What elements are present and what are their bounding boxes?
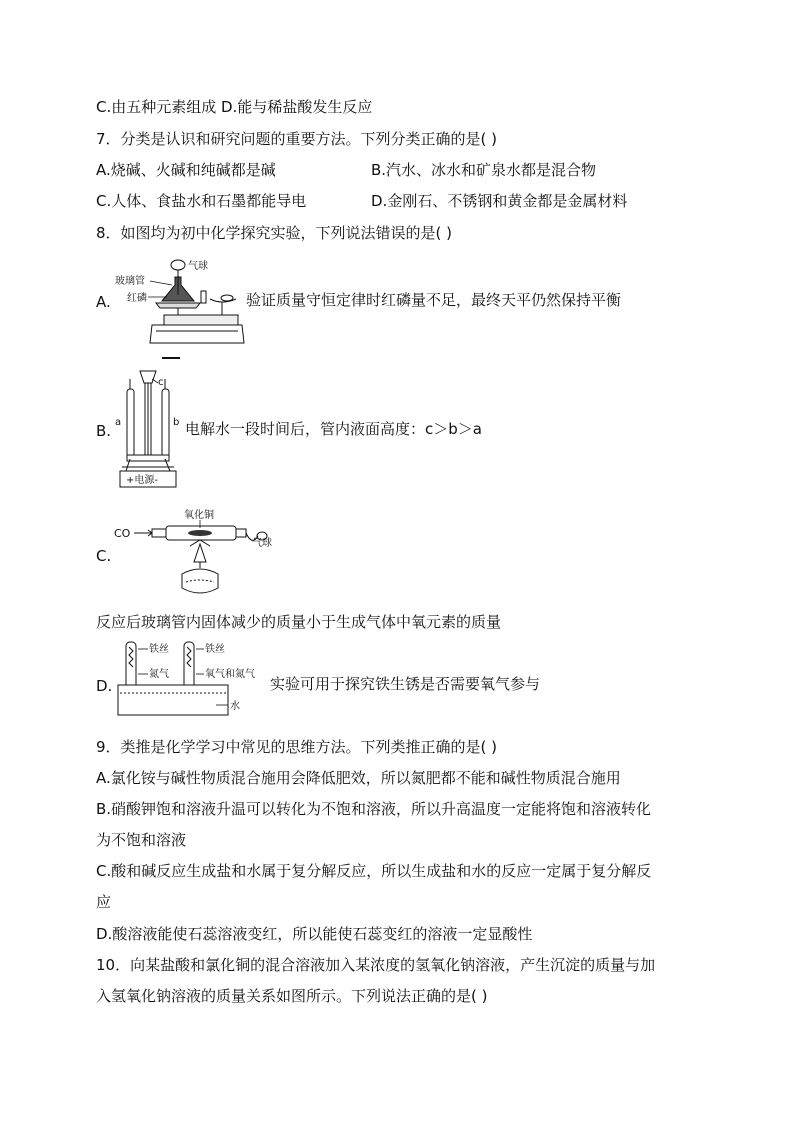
label-co: CO — [114, 527, 131, 540]
label-iron-wire-2: 铁丝 — [205, 644, 225, 655]
label-glass-tube: 玻璃管 — [115, 276, 145, 287]
q8-option-d-letter: D. — [96, 677, 113, 695]
q7-stem: 7．分类是认识和研究问题的重要方法。下列分类正确的是( ) — [96, 130, 498, 148]
q8-option-d-text: 实验可用于探究铁生锈是否需要氧气参与 — [270, 675, 541, 693]
q7-option-c: C.人体、食盐水和石墨都能导电 — [96, 192, 307, 210]
iron-rust-figure — [116, 637, 276, 722]
electrolysis-diagram — [112, 367, 187, 497]
label-a: a — [115, 417, 122, 428]
q8-option-b-letter: B. — [96, 422, 112, 440]
q10-stem-line2: 入氢氧化钠溶液的质量关系如图所示。下列说法正确的是( ) — [96, 987, 488, 1005]
label-nitrogen: 氮气 — [149, 669, 169, 680]
label-c: c — [158, 377, 164, 388]
q9-option-b-line1: B.硝酸钾饱和溶液升温可以转化为不饱和溶液，所以升高温度一定能将饱和溶液转化 — [96, 800, 652, 818]
q10-stem-line1: 10．向某盐酸和氯化铜的混合溶液加入某浓度的氢氧化钠溶液，产生沉淀的质量与加 — [96, 956, 656, 974]
q7-option-b: B.汽水、冰水和矿泉水都是混合物 — [371, 161, 597, 179]
label-iron-wire-1: 铁丝 — [149, 644, 169, 655]
balance-figure — [112, 255, 247, 365]
q6-option-cd: C.由五种元素组成 D.能与稀盐酸发生反应 — [96, 98, 373, 116]
q9-option-a: A.氯化铵与碱性物质混合施用会降低肥效，所以氮肥都不能和碱性物质混合施用 — [96, 769, 621, 787]
label-oxygen-nitrogen: 氧气和氮气 — [205, 669, 255, 680]
q7-option-d: D.金刚石、不锈钢和黄金都是金属材料 — [371, 192, 628, 210]
co-reduction-figure — [112, 506, 277, 601]
q9-option-c-line2: 应 — [96, 893, 112, 911]
label-red-phosphorus: 红磷 — [127, 293, 147, 304]
label-water: 水 — [230, 701, 240, 712]
q9-option-c-line1: C.酸和碱反应生成盐和水属于复分解反应，所以生成盐和水的反应一定属于复分解反 — [96, 862, 652, 880]
q8-stem: 8．如图均为初中化学探究实验，下列说法错误的是( ) — [96, 224, 453, 242]
electrolysis-figure — [112, 367, 187, 497]
q8-option-a-letter: A. — [96, 293, 111, 311]
q7-option-a: A.烧碱、火碱和纯碱都是碱 — [96, 161, 276, 179]
iron-rust-diagram — [116, 637, 276, 722]
q8-option-c-letter: C. — [96, 547, 112, 565]
balance-diagram — [112, 255, 247, 365]
q8-option-a-text: 验证质量守恒定律时红磷量不足，最终天平仍然保持平衡 — [246, 291, 622, 309]
q9-stem: 9．类推是化学学习中常见的思维方法。下列类推正确的是( ) — [96, 738, 498, 756]
label-balloon-c: 气球 — [252, 538, 272, 549]
co-reduction-diagram — [112, 506, 277, 601]
q9-option-d: D.酸溶液能使石蕊溶液变红，所以能使石蕊变红的溶液一定显酸性 — [96, 925, 533, 943]
label-power: +电源- — [126, 475, 158, 486]
q8-option-b-text: 电解水一段时间后，管内液面高度：c＞b＞a — [185, 420, 482, 438]
q8-option-c-text: 反应后玻璃管内固体减少的质量小于生成气体中氧元素的质量 — [96, 613, 502, 631]
label-b: b — [173, 417, 180, 428]
label-cuo: 氧化铜 — [184, 510, 214, 521]
q9-option-b-line2: 为不饱和溶液 — [96, 831, 187, 849]
label-balloon: 气球 — [188, 261, 208, 272]
